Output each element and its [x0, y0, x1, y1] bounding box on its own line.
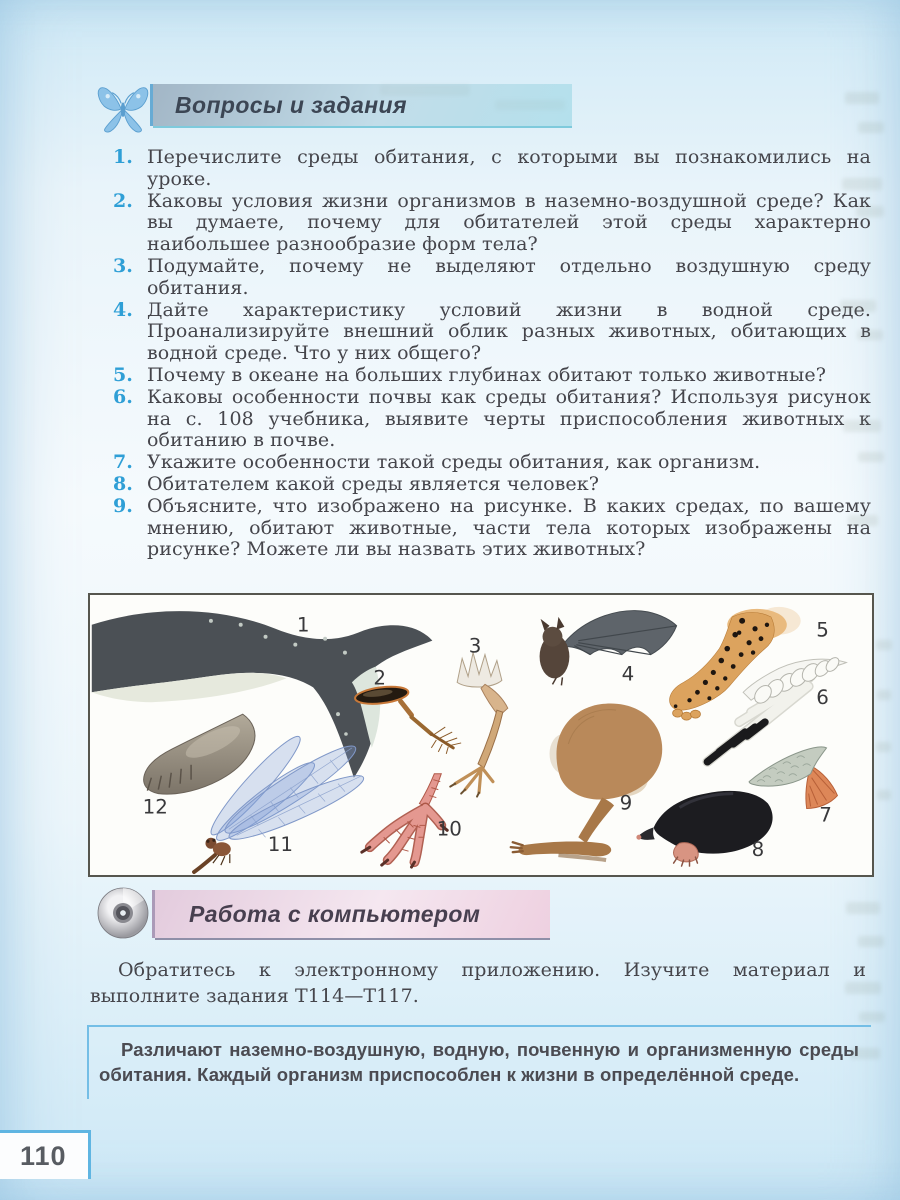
- question-text: Дайте характеристику условий жизни в водной среде. Проанализируйте внешний облик разных животных, обитающих в водной среде. Что у них общего?: [147, 298, 871, 365]
- question-number: 7.: [113, 451, 133, 474]
- questions-list: [113, 147, 871, 561]
- figure-label-6: 6: [816, 686, 829, 710]
- question-item: [113, 300, 871, 365]
- figure-label-3: 3: [468, 634, 482, 658]
- question-text: Укажите особенности такой среды обитания, как организм.: [147, 451, 761, 474]
- summary-box: Различают наземно-воздушную, водную, почвенную и организменную среды обитания. Каждый организм приспособлен к жизни в определённой среде.: [87, 1025, 871, 1099]
- figure-label-2: 2: [373, 666, 387, 690]
- question-number: 3.: [113, 254, 133, 277]
- question-item: [113, 496, 871, 561]
- butterfly-icon: [96, 80, 150, 134]
- figure-label-12: 12: [142, 795, 168, 819]
- question-number: 5.: [113, 363, 133, 386]
- question-text: Объясните, что изображено на рисунке. В каких средах, по вашему мнению, обитают животные, части тела которых изображены на рисунке? Можете ли вы назвать этих животных?: [147, 494, 871, 561]
- cd-disc-icon: [96, 886, 150, 940]
- question-item: [113, 474, 871, 496]
- figure-label-11: 11: [267, 833, 294, 857]
- question-text: Перечислите среды обитания, с которыми вы познакомились на уроке.: [147, 146, 871, 190]
- animal-parts-figure: [90, 595, 872, 875]
- questions-section-title: Вопросы и задания: [175, 91, 407, 118]
- question-number: 2.: [113, 189, 133, 212]
- bird-foot: [362, 774, 447, 867]
- figure-label-1: 1: [296, 613, 310, 637]
- question-item: [113, 256, 871, 300]
- wading-bird-leg: [450, 653, 508, 797]
- question-text: Подумайте, почему не выделяют отдельно воздушную среду обитания.: [147, 254, 871, 299]
- computer-header-bar: [155, 890, 550, 940]
- page-number-box: [0, 1130, 91, 1179]
- question-number: 4.: [113, 298, 133, 321]
- question-item: [113, 147, 871, 191]
- question-number: 8.: [113, 472, 133, 495]
- figure-label-10: 10: [436, 817, 462, 841]
- question-number: 9.: [113, 494, 133, 517]
- question-text: Каковы условия жизни организмов в наземно-воздушной среде? Как вы думаете, почему для обитателей этой среды характерно наибольшее разнообразие форм тела?: [147, 189, 871, 256]
- computer-section-title: Работа с компьютером: [189, 900, 481, 927]
- figure-label-5: 5: [816, 618, 829, 642]
- question-item: [113, 387, 871, 452]
- figure-label-7: 7: [819, 803, 832, 827]
- digging-forelimb: [144, 714, 255, 794]
- question-item: [113, 452, 871, 474]
- animal-parts-figure-frame: [88, 593, 874, 877]
- bat-wing: [540, 611, 677, 686]
- question-text: Каковы особенности почвы как среды обитания? Используя рисунок на с. 108 учебника, выявите черты приспособления животных к обитанию в почве.: [147, 385, 871, 452]
- figure-label-9: 9: [619, 791, 633, 815]
- figure-label-4: 4: [621, 662, 635, 686]
- question-item: [113, 365, 871, 387]
- question-text: Почему в океане на больших глубинах обитают только животные?: [147, 363, 827, 386]
- computer-instruction-text: Обратитесь к электронному приложению. Изучите материал и выполните задания Т114—Т117.: [90, 959, 866, 1007]
- question-number: 1.: [113, 146, 133, 168]
- question-item: [113, 191, 871, 256]
- question-number: 6.: [113, 385, 133, 408]
- page-number: 110: [20, 1140, 67, 1171]
- question-text: Обитателем какой среды является человек?: [147, 472, 600, 495]
- figure-label-8: 8: [751, 838, 765, 862]
